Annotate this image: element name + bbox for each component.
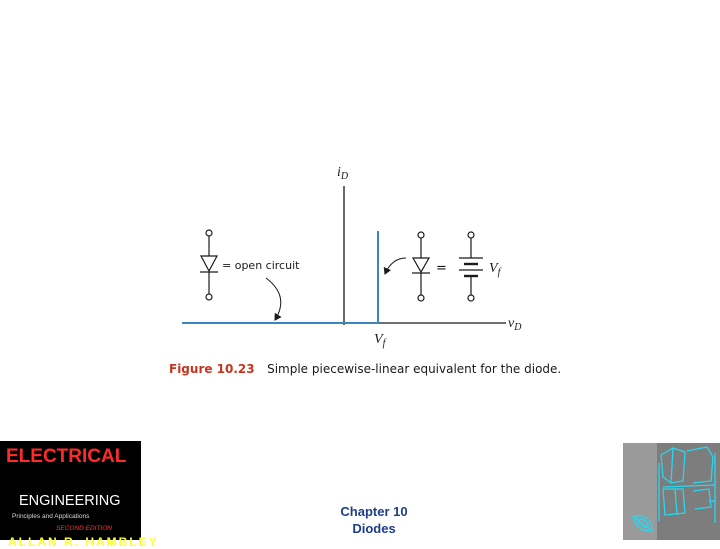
- open-circuit-diode-symbol: [200, 230, 218, 300]
- vf-tick-label: $V_f$: [374, 332, 386, 349]
- x-axis-label: $v_D$: [508, 316, 522, 333]
- caption-text: Simple piecewise-linear equivalent for the diode.: [267, 362, 562, 376]
- logo-principles: Principles and Applications: [12, 513, 90, 520]
- chapter-topic: Diodes: [352, 521, 396, 536]
- forward-diode-symbol: [412, 232, 430, 301]
- battery-arrow: [385, 258, 406, 274]
- battery-voltage-label: $V_f$: [489, 261, 501, 278]
- logo-subtitle: ENGINEERING: [19, 493, 121, 509]
- logo-edition: SECOND EDITION: [56, 525, 112, 532]
- logo-title: ELECTRICAL: [6, 446, 127, 467]
- chapter-title: [322, 503, 426, 537]
- logo-author: ALLAN R. HAMBLEY: [8, 535, 159, 549]
- open-circuit-arrow: [266, 278, 281, 320]
- open-circuit-label: = open circuit: [222, 259, 300, 272]
- figure-caption: [169, 360, 561, 377]
- caption-number: Figure 10.23: [169, 362, 255, 376]
- y-axis-label: $i_D$: [337, 165, 349, 182]
- equals-sign: =: [436, 261, 447, 276]
- textbook-logo: [0, 441, 159, 549]
- blueprint-decoration-image: [623, 443, 720, 540]
- chapter-number: Chapter 10: [340, 504, 408, 519]
- battery-symbol: [459, 232, 483, 301]
